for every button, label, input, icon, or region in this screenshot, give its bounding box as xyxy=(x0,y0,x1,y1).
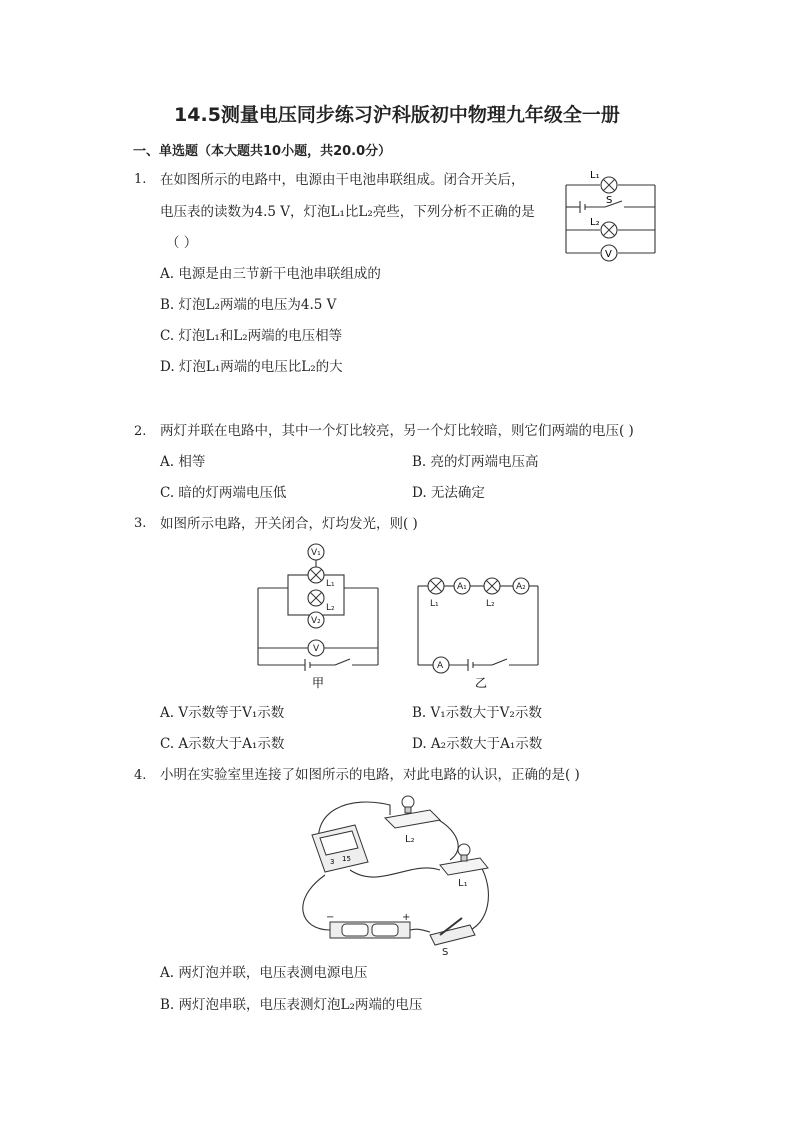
question-number: 3. xyxy=(134,516,147,531)
option-c[interactable]: C. 暗的灯两端电压低 xyxy=(160,485,287,501)
svg-text:V₂: V₂ xyxy=(311,616,321,626)
question-text-line: 如图所示电路，开关闭合，灯均发光，则( ) xyxy=(160,516,418,532)
page-title: 14.5测量电压同步练习沪科版初中物理九年级全一册 xyxy=(174,104,620,126)
question-text-line: 在如图所示的电路中，电源由干电池串联组成。闭合开关后， xyxy=(160,172,525,188)
svg-text:L₁: L₁ xyxy=(458,878,468,889)
question-text-line: 两灯并联在电路中，其中一个灯比较亮，另一个灯比较暗，则它们两端的电压( ) xyxy=(160,423,634,439)
circuit-diagram-q1 xyxy=(560,165,660,265)
option-b[interactable]: B. 亮的灯两端电压高 xyxy=(412,454,539,470)
option-c[interactable]: C. A示数大于A₁示数 xyxy=(160,736,285,752)
question-number: 4. xyxy=(134,768,147,783)
svg-text:V: V xyxy=(605,249,612,260)
svg-text:A₂: A₂ xyxy=(516,582,526,592)
option-a[interactable]: A. 电源是由三节新干电池串联组成的 xyxy=(160,266,381,282)
voltmeter-icon xyxy=(312,825,368,872)
svg-text:L₁: L₁ xyxy=(590,170,600,181)
svg-text:15: 15 xyxy=(342,855,351,863)
option-a[interactable]: A. 两灯泡并联，电压表测电源电压 xyxy=(160,965,368,981)
svg-text:L₂: L₂ xyxy=(326,603,335,613)
question-text-line: 电压表的读数为4.5 V，灯泡L₁比L₂亮些，下列分析不正确的是 xyxy=(160,204,535,220)
option-c[interactable]: C. 灯泡L₁和L₂两端的电压相等 xyxy=(160,328,343,344)
svg-text:A₁: A₁ xyxy=(457,582,467,592)
svg-text:L₁: L₁ xyxy=(326,579,335,589)
svg-text:乙: 乙 xyxy=(475,676,488,690)
svg-text:L₁: L₁ xyxy=(430,599,439,609)
svg-text:S: S xyxy=(442,947,449,958)
section-heading: 一、单选题（本大题共10小题，共20.0分） xyxy=(133,144,392,159)
svg-text:L₂: L₂ xyxy=(590,217,600,228)
option-b[interactable]: B. 灯泡L₂两端的电压为4.5 V xyxy=(160,297,337,313)
option-d[interactable]: D. 无法确定 xyxy=(412,485,485,501)
question-number: 1. xyxy=(134,172,147,187)
question-number: 2. xyxy=(134,424,147,439)
switch-icon xyxy=(430,918,475,945)
bulb-board-l2-icon xyxy=(385,796,440,828)
svg-text:S: S xyxy=(606,195,613,206)
svg-text:L₂: L₂ xyxy=(486,599,495,609)
option-d[interactable]: D. 灯泡L₁两端的电压比L₂的大 xyxy=(160,359,343,375)
svg-text:V: V xyxy=(313,644,320,654)
bulb-l2-icon xyxy=(601,222,617,238)
svg-text:A: A xyxy=(437,661,444,671)
bulb-board-l1-icon xyxy=(440,844,488,875)
answer-blank: （ ） xyxy=(166,235,198,251)
question-text-line: 小明在实验室里连接了如图所示的电路，对此电路的认识，正确的是( ) xyxy=(160,767,580,783)
option-a[interactable]: A. V示数等于V₁示数 xyxy=(160,705,285,721)
circuit-diagram-q3 xyxy=(250,540,550,690)
option-d[interactable]: D. A₂示数大于A₁示数 xyxy=(412,736,543,752)
svg-text:3: 3 xyxy=(330,858,335,866)
svg-text:V₁: V₁ xyxy=(311,548,321,558)
battery-holder-icon xyxy=(330,922,410,938)
option-b[interactable]: B. 两灯泡串联，电压表测灯泡L₂两端的电压 xyxy=(160,997,423,1013)
option-b[interactable]: B. V₁示数大于V₂示数 xyxy=(412,705,542,721)
svg-text:+: + xyxy=(402,912,411,923)
svg-text:L₂: L₂ xyxy=(405,834,415,845)
svg-text:甲: 甲 xyxy=(312,676,325,690)
svg-text:−: − xyxy=(326,912,335,923)
bulb-l1-icon xyxy=(601,177,617,193)
option-a[interactable]: A. 相等 xyxy=(160,454,206,470)
circuit-photo-q4 xyxy=(290,790,500,960)
